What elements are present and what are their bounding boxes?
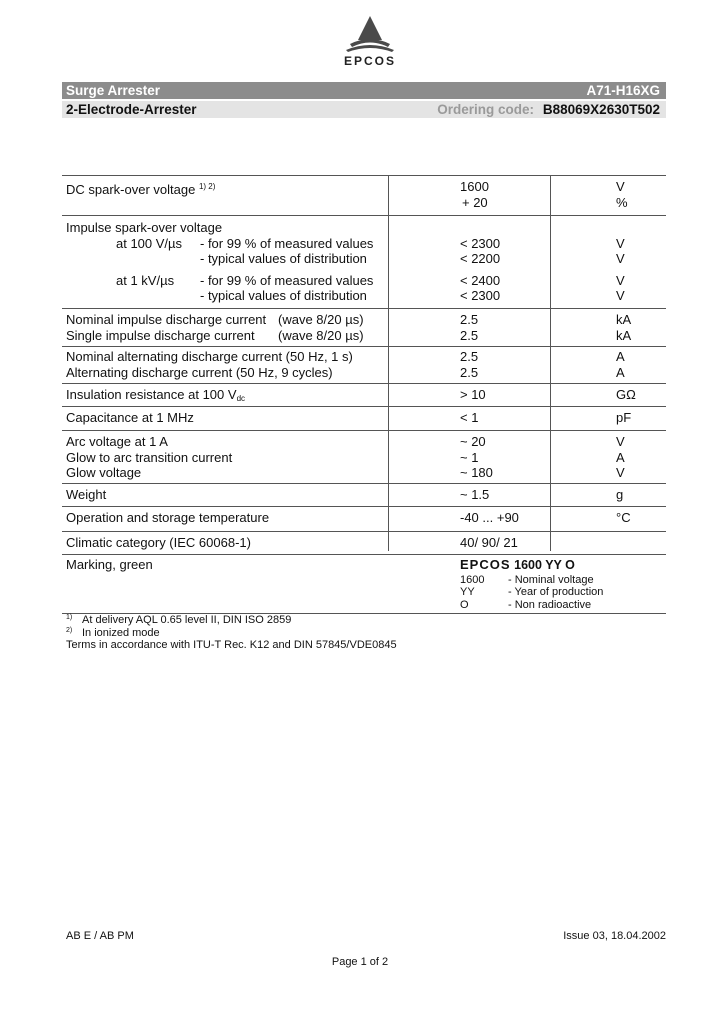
table-row xyxy=(62,407,666,431)
glow-voltage-unit: V xyxy=(616,465,625,480)
impulse-desc: - typical values of distribution xyxy=(200,251,367,266)
dc-unit: V xyxy=(616,179,625,194)
temperature-label: Operation and storage temperature xyxy=(66,510,270,525)
impulse-desc: - for 99 % of measured values xyxy=(200,272,374,288)
arc-voltage-label: Arc voltage at 1 A xyxy=(66,434,168,449)
dc-value: 1600 xyxy=(460,179,489,194)
epcos-logo-icon xyxy=(344,14,396,54)
insulation-sub: dc xyxy=(236,394,246,403)
capacitance-unit: pF xyxy=(616,410,632,425)
impulse-value: < 2300 xyxy=(460,288,501,303)
table-row xyxy=(62,532,666,555)
table-row xyxy=(62,176,666,216)
weight-label: Weight xyxy=(66,487,107,502)
capacitance-value: < 1 xyxy=(460,410,479,425)
ac-alt-label: Alternating discharge current (50 Hz, 9 cycles) xyxy=(66,364,333,380)
header-bar-product xyxy=(62,82,666,99)
spec-table xyxy=(62,175,666,614)
footnote-text: At delivery AQL 0.65 level II, DIN ISO 2859 xyxy=(82,614,292,626)
nom-impulse-value: 2.5 xyxy=(460,312,479,327)
capacitance-label: Capacitance at 1 MHz xyxy=(66,410,194,425)
glow-transition-value: ~ 1 xyxy=(460,449,479,465)
legend-desc: - Nominal voltage xyxy=(508,573,594,586)
climatic-value: 40/ 90/ 21 xyxy=(460,535,518,550)
legend-key: O xyxy=(460,598,469,611)
temperature-unit: °C xyxy=(616,510,631,525)
arc-voltage-value: ~ 20 xyxy=(460,434,486,449)
table-row xyxy=(62,347,666,384)
impulse-unit: V xyxy=(616,288,625,303)
nom-impulse-wave: (wave 8/20 µs) xyxy=(278,312,364,327)
impulse-rate-1k: at 1 kV/µs xyxy=(116,272,175,288)
footnote-mark: 1) xyxy=(66,614,73,621)
arc-voltage-unit: V xyxy=(616,434,625,449)
temperature-value: -40 ... +90 xyxy=(460,510,519,525)
column-divider xyxy=(550,175,551,551)
ac-nom-label: Nominal alternating discharge current (50 Hz, 1 s) xyxy=(66,349,353,364)
product-subtitle: 2-Electrode-Arrester xyxy=(66,102,197,117)
impulse-desc: - for 99 % of measured values xyxy=(200,235,374,251)
table-row xyxy=(62,484,666,507)
footnote-text: In ionized mode xyxy=(82,626,160,639)
dc-tolerance-unit: % xyxy=(616,194,628,210)
impulse-value: < 2300 xyxy=(460,235,501,251)
dc-tolerance: + 20 xyxy=(462,194,488,210)
impulse-desc: - typical values of distribution xyxy=(200,288,367,303)
impulse-unit: V xyxy=(616,235,625,251)
marking-code: 1600 YY O xyxy=(514,558,575,572)
marking-logo: EPCOS xyxy=(460,557,511,572)
table-row xyxy=(62,507,666,532)
product-name: Surge Arrester xyxy=(66,83,161,98)
legend-key: YY xyxy=(460,586,475,598)
impulse-rate-100: at 100 V/µs xyxy=(116,235,183,251)
insulation-value: > 10 xyxy=(460,387,486,402)
nom-impulse-label: Nominal impulse discharge current xyxy=(66,312,267,327)
footer-department: AB E / AB PM xyxy=(66,930,134,942)
table-row xyxy=(62,384,666,407)
impulse-unit: V xyxy=(616,272,625,288)
dc-footnote-ref: 1) 2) xyxy=(198,182,216,191)
ordering-code-label: Ordering code: xyxy=(437,102,534,117)
table-row xyxy=(62,309,666,347)
single-impulse-wave: (wave 8/20 µs) xyxy=(278,327,364,343)
legend-desc: - Non radioactive xyxy=(508,598,592,611)
impulse-value: < 2400 xyxy=(460,272,501,288)
single-impulse-value: 2.5 xyxy=(460,327,479,343)
footer-issue: Issue 03, 18.04.2002 xyxy=(563,930,666,942)
ac-nom-value: 2.5 xyxy=(460,349,479,364)
glow-transition-unit: A xyxy=(616,449,625,465)
weight-unit: g xyxy=(616,487,624,502)
terms-note: Terms in accordance with ITU-T Rec. K12 and DIN 57845/VDE0845 xyxy=(66,639,397,651)
footnotes xyxy=(66,614,397,652)
ac-nom-unit: A xyxy=(616,349,625,364)
glow-transition-label: Glow to arc transition current xyxy=(66,449,233,465)
header-bar-ordering xyxy=(62,101,666,118)
climatic-label: Climatic category (IEC 60068-1) xyxy=(66,535,251,550)
type-code: A71-H16XG xyxy=(586,83,660,98)
insulation-unit: GΩ xyxy=(616,387,636,402)
marking-label: Marking, green xyxy=(66,557,153,572)
table-row xyxy=(62,555,666,614)
table-row xyxy=(62,216,666,309)
brand-name: EPCOS xyxy=(343,54,396,68)
nom-impulse-unit: kA xyxy=(616,312,632,327)
weight-value: ~ 1.5 xyxy=(460,487,490,502)
glow-voltage-value: ~ 180 xyxy=(460,465,493,480)
epcos-logo xyxy=(330,14,410,70)
impulse-value: < 2200 xyxy=(460,251,501,266)
impulse-title: Impulse spark-over voltage xyxy=(66,220,223,235)
glow-voltage-label: Glow voltage xyxy=(66,465,142,480)
ordering-code: B88069X2630T502 xyxy=(542,102,660,117)
single-impulse-unit: kA xyxy=(616,327,632,343)
legend-desc: - Year of production xyxy=(508,586,604,598)
insulation-label: Insulation resistance at 100 V xyxy=(66,387,237,402)
impulse-unit: V xyxy=(616,251,625,266)
table-row xyxy=(62,431,666,484)
dc-label: DC spark-over voltage xyxy=(66,182,196,197)
page-number: Page 1 of 2 xyxy=(331,956,389,968)
footnote-mark: 2) xyxy=(66,626,73,634)
ac-alt-value: 2.5 xyxy=(460,364,479,380)
legend-key: 1600 xyxy=(460,573,485,586)
ac-alt-unit: A xyxy=(616,364,625,380)
single-impulse-label: Single impulse discharge current xyxy=(66,327,255,343)
column-divider xyxy=(388,175,389,551)
